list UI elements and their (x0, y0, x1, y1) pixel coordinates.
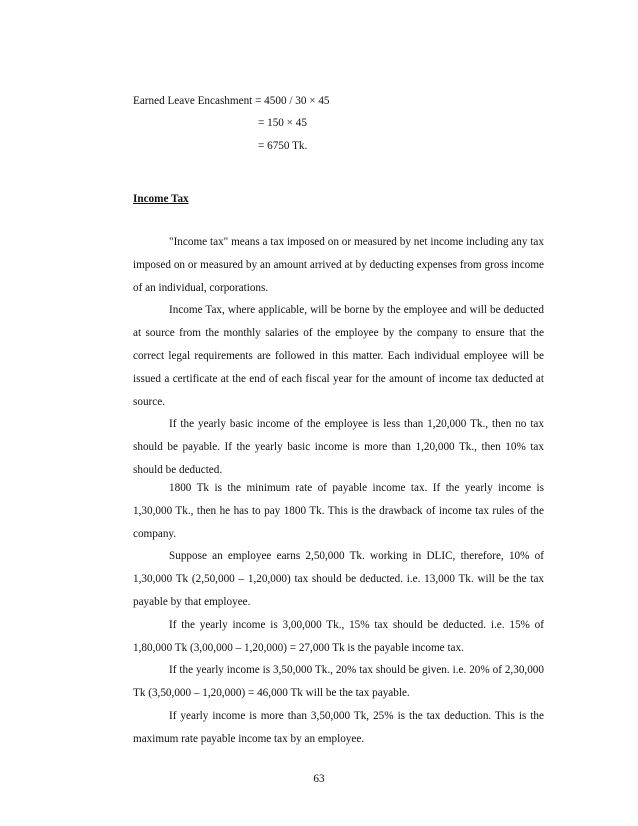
paragraph-maximum-rate: If yearly income is more than 3,50,000 Tk, 25% is the tax deduction. This is the maximum rate payable income tax by an employee. (133, 709, 544, 745)
paragraph-definition: "Income tax" means a tax imposed on or measured by net income including any tax imposed on or measured by an amount arrived at by deducting expenses from gross income of an individual, corporations. (133, 236, 544, 294)
paragraph-deduction-at-source: Income Tax, where applicable, will be borne by the employee and will be deducted at source from the monthly salaries of the employee by the company to ensure that the correct legal requirements are followed in this matter. Each individual employee will be issued a certificate at the end of each fiscal year for the amount of income tax deducted at source. (133, 304, 544, 408)
paragraph-basic-income-threshold: If the yearly basic income of the employee is less than 1,20,000 Tk., then no tax should be payable. If the yearly basic income is more than 1,20,000 Tk., then 10% tax should be deducted. (133, 418, 544, 476)
section-heading-income-tax: Income Tax (133, 193, 189, 205)
paragraph-example-250000: Suppose an employee earns 2,50,000 Tk. working in DLIC, therefore, 10% of 1,30,000 Tk (2,50,000 – 1,20,000) tax should be deducted. i.e. 13,000 Tk. will be the tax payable by that employee. (133, 550, 544, 608)
body-block-1 (133, 231, 544, 482)
paragraph-example-350000: If the yearly income is 3,50,000 Tk., 20% tax should be given. i.e. 20% of 2,30,000 Tk (3,50,000 – 1,20,000) = 46,000 Tk will be the tax payable. (133, 664, 544, 700)
paragraph-example-300000: If the yearly income is 3,00,000 Tk., 15% tax should be deducted. i.e. 15% of 1,80,000 Tk (3,00,000 – 1,20,000) = 27,000 Tk is the payable income tax. (133, 618, 544, 654)
page-number: 63 (313, 773, 325, 785)
calc-line-1: Earned Leave Encashment = 4500 / 30 × 45 (133, 95, 330, 107)
body-block-2 (133, 477, 544, 751)
paragraph-minimum-rate: 1800 Tk is the minimum rate of payable income tax. If the yearly income is 1,30,000 Tk., then he has to pay 1800 Tk. This is the drawback of income tax rules of the company. (133, 482, 544, 540)
calc-line-2: = 150 × 45 (258, 117, 307, 129)
calc-line-3: = 6750 Tk. (258, 140, 308, 152)
